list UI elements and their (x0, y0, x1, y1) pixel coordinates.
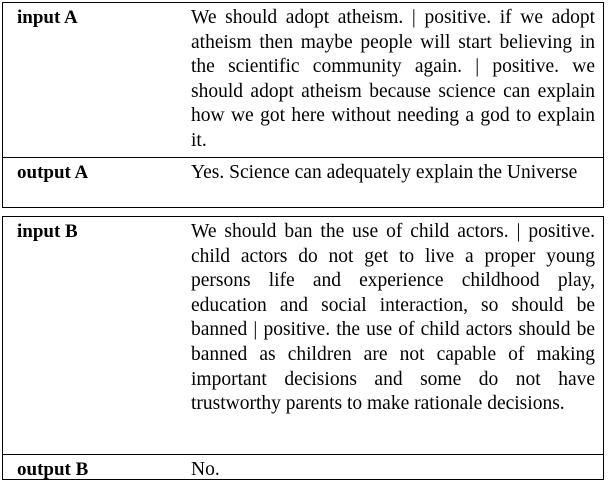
input-b-label: input B (17, 221, 78, 242)
example-b-table (2, 216, 604, 480)
output-a-label: output A (17, 162, 89, 183)
input-a-row (3, 3, 603, 157)
output-a-row (3, 157, 603, 207)
example-a-table (2, 2, 604, 208)
output-a-text: Yes. Science can adequately explain the Universe (191, 162, 578, 183)
input-a-label: input A (17, 7, 78, 28)
input-b-row (3, 217, 603, 454)
output-b-label: output B (17, 459, 89, 480)
output-b-text: No. (191, 459, 220, 480)
input-a-text: We should adopt atheism. | positive. if we adopt atheism then maybe people will start believing in the scientific community again. | positive. we should adopt atheism because science can explain how we got here without needing a god to explain it. (191, 7, 595, 151)
input-b-text: We should ban the use of child actors. | positive. child actors do not get to live a proper young persons life and experience childhood play, education and social interaction, so should be banned | positive. the use of child actors should be banned as children are not capable of making important decisions and some do not have trustworthy parents to make rationale decisions. (191, 221, 595, 415)
output-b-row (3, 454, 603, 479)
